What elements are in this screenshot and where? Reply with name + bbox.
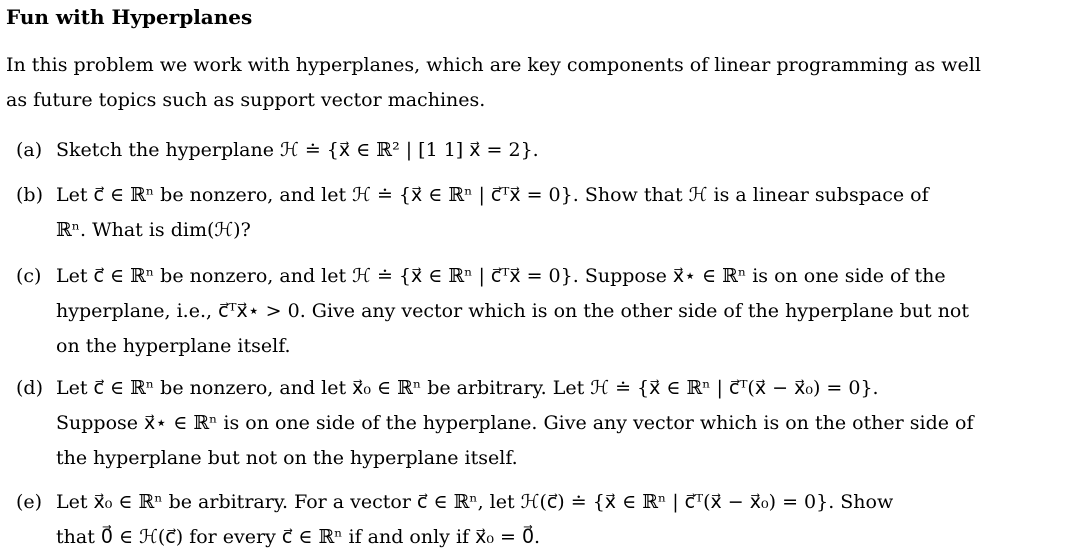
intro-line: In this problem we work with hyperplanes, which are key components of linear programming as well: [6, 54, 981, 76]
part-label: (c): [16, 265, 42, 287]
part-label: (b): [16, 184, 43, 206]
part-line: Let c⃗ ∈ ℝⁿ be nonzero, and let x⃗₀ ∈ ℝⁿ be arbitrary. Let ℋ ≐ {x⃗ ∈ ℝⁿ | c⃗ᵀ(x⃗ − x⃗₀) = 0}.: [56, 377, 879, 399]
part-line: that 0⃗ ∈ ℋ(c⃗) for every c⃗ ∈ ℝⁿ if and only if x⃗₀ = 0⃗.: [56, 526, 541, 548]
intro-line: as future topics such as support vector machines.: [6, 89, 486, 111]
part-line: Let c⃗ ∈ ℝⁿ be nonzero, and let ℋ ≐ {x⃗ ∈ ℝⁿ | c⃗ᵀx⃗ = 0}. Show that ℋ is a linear subspace of: [56, 184, 929, 206]
part-line: Suppose x⃗⋆ ∈ ℝⁿ is on one side of the hyperplane. Give any vector which is on the other side of: [56, 412, 974, 434]
part-text: [56, 259, 1058, 364]
part-line: the hyperplane but not on the hyperplane itself.: [56, 447, 518, 469]
part-label: (d): [16, 377, 43, 399]
part-line: ℝⁿ. What is dim(ℋ)?: [56, 219, 251, 241]
part-label: (a): [16, 139, 43, 161]
part-line: on the hyperplane itself.: [56, 335, 291, 357]
problem-title: Fun with Hyperplanes: [6, 5, 253, 29]
problem-intro: [6, 48, 1056, 118]
part-label: (e): [16, 491, 43, 513]
part-text: [56, 133, 1058, 168]
part-text: [56, 178, 1058, 248]
part-line: Sketch the hyperplane ℋ ≐ {x⃗ ∈ ℝ² | [1 1] x⃗ = 2}.: [56, 139, 539, 161]
part-line: Let x⃗₀ ∈ ℝⁿ be arbitrary. For a vector c⃗ ∈ ℝⁿ, let ℋ(c⃗) ≐ {x⃗ ∈ ℝⁿ | c⃗ᵀ(x⃗ − x⃗₀) = 0}. Show: [56, 491, 894, 513]
part-text: [56, 371, 1058, 476]
part-line: hyperplane, i.e., c⃗ᵀx⃗⋆ > 0. Give any vector which is on the other side of the hyperplane but not: [56, 300, 970, 322]
part-line: Let c⃗ ∈ ℝⁿ be nonzero, and let ℋ ≐ {x⃗ ∈ ℝⁿ | c⃗ᵀx⃗ = 0}. Suppose x⃗⋆ ∈ ℝⁿ is on one side of the: [56, 265, 946, 287]
part-text: [56, 485, 1058, 555]
